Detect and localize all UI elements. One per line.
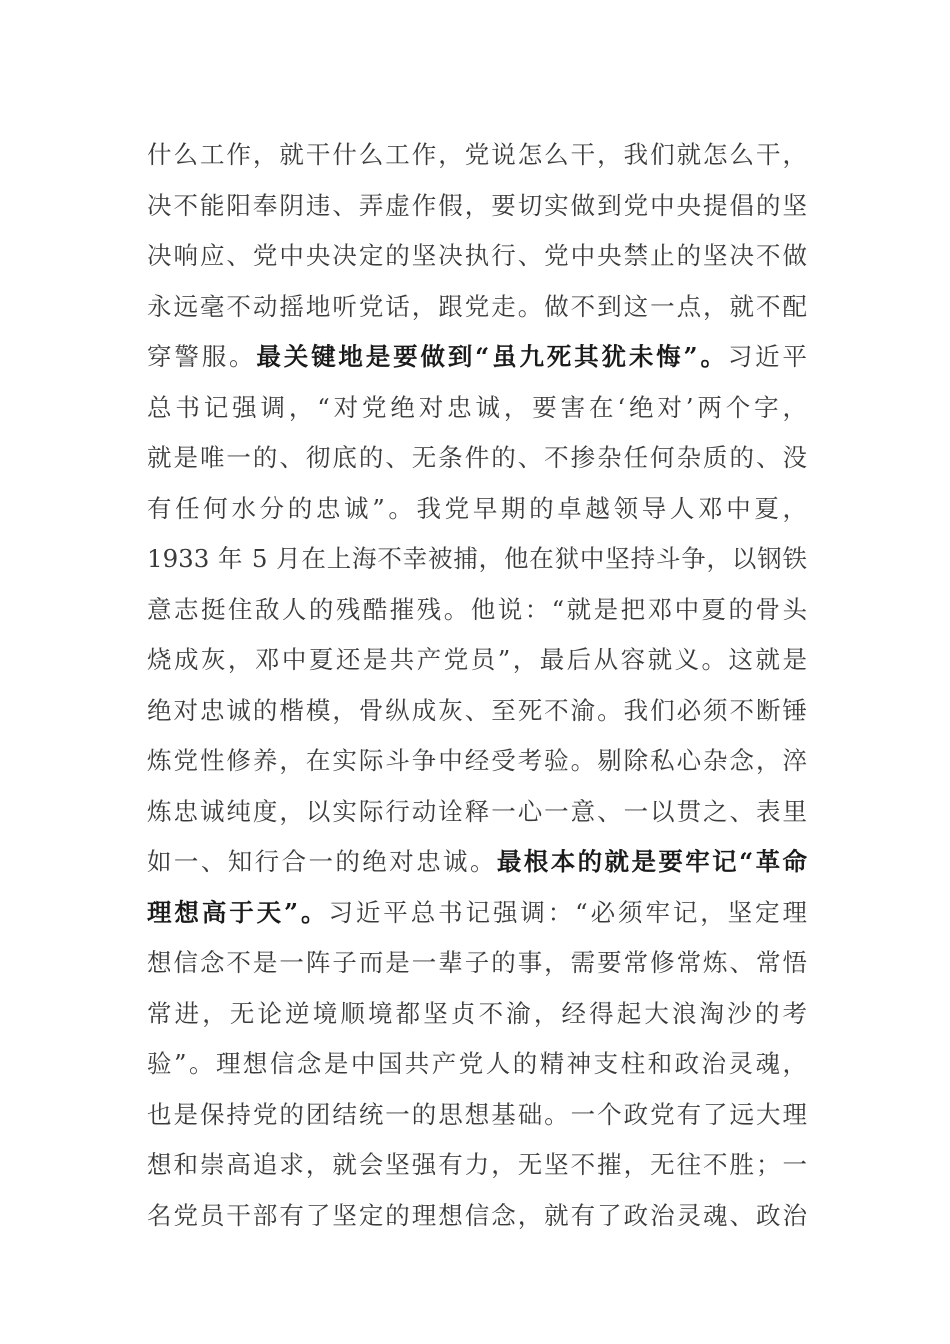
text-run: 炼党性修养，在实际斗争中经受考验。剔除私心杂念，淬: [147, 746, 807, 775]
text-line: [147, 181, 807, 232]
text-run: 什么工作，就干什么工作，党说怎么干，我们就怎么干，: [147, 140, 807, 169]
text-line: [147, 837, 807, 888]
text-line: [147, 231, 807, 282]
text-run: 名党员干部有了坚定的理想信念，就有了政治灵魂、政治: [147, 1200, 807, 1230]
text-run: 总书记强调，“对党绝对忠诚，要害在‘绝对’两个字，: [147, 392, 807, 422]
text-run: 习近平总书记强调：“必须牢记，坚定理: [328, 897, 808, 927]
text-line: [147, 1039, 807, 1090]
text-run: 绝对忠诚的楷模，骨纵成灰、至死不渝。我们必须不断锤: [147, 695, 807, 725]
text-line: [147, 282, 807, 333]
bold-text-run: 理想高于天”。: [147, 897, 329, 927]
text-run: 验”。理想信念是中国共产党人的精神支柱和政治灵魂，: [147, 1049, 807, 1078]
text-line: [147, 787, 807, 838]
text-run: 决不能阳奉阴违、弄虚作假，要切实做到党中央提倡的坚: [147, 190, 807, 220]
text-line: [147, 1090, 807, 1141]
bold-text-run: 最关键地是要做到“虽九死其犹未悔”。: [256, 342, 728, 371]
text-line: [147, 1191, 807, 1242]
text-run: 有任何水分的忠诚”。我党早期的卓越领导人邓中夏，: [147, 493, 807, 523]
text-run: 就是唯一的、彻底的、无条件的、不掺杂任何杂质的、没: [147, 443, 807, 472]
text-run: 炼忠诚纯度，以实际行动诠释一心一意、一以贯之、表里: [147, 796, 807, 826]
text-run: 常进，无论逆境顺境都坚贞不渝，经得起大浪淘沙的考: [147, 998, 807, 1028]
text-line: [147, 484, 807, 535]
text-line: [147, 585, 807, 636]
text-line: [147, 888, 807, 939]
text-line: [147, 332, 807, 383]
text-run: 永远毫不动摇地听党话，跟党走。做不到这一点，就不配: [147, 291, 807, 321]
text-run: 穿警服。: [147, 342, 257, 371]
text-line: [147, 383, 807, 434]
text-line: [147, 433, 807, 484]
text-run: 1933 年 5 月在上海不幸被捕，他在狱中坚持斗争，以钢铁: [147, 544, 807, 573]
text-run: 习近平: [727, 342, 808, 371]
bold-text-run: 最根本的就是要牢记“革命: [496, 847, 808, 876]
text-run: 想和崇高追求，就会坚强有力，无坚不摧，无往不胜；一: [147, 1150, 807, 1179]
text-line: [147, 989, 807, 1040]
text-line: [147, 736, 807, 787]
text-line: [147, 686, 807, 737]
text-line: [147, 130, 807, 181]
text-line: [147, 1140, 807, 1191]
text-line: [147, 635, 807, 686]
text-run: 如一、知行合一的绝对忠诚。: [147, 847, 497, 876]
text-run: 烧成灰，邓中夏还是共产党员”，最后从容就义。这就是: [147, 645, 807, 674]
text-run: 意志挺住敌人的残酷摧残。他说：“就是把邓中夏的骨头: [147, 594, 807, 624]
text-line: [147, 938, 807, 989]
text-run: 也是保持党的团结统一的思想基础。一个政党有了远大理: [147, 1099, 807, 1129]
text-line: [147, 534, 807, 585]
text-run: 想信念不是一阵子而是一辈子的事，需要常修常炼、常悟: [147, 948, 807, 977]
body-text: [147, 130, 807, 1241]
text-run: 决响应、党中央决定的坚决执行、党中央禁止的坚决不做: [147, 241, 807, 270]
